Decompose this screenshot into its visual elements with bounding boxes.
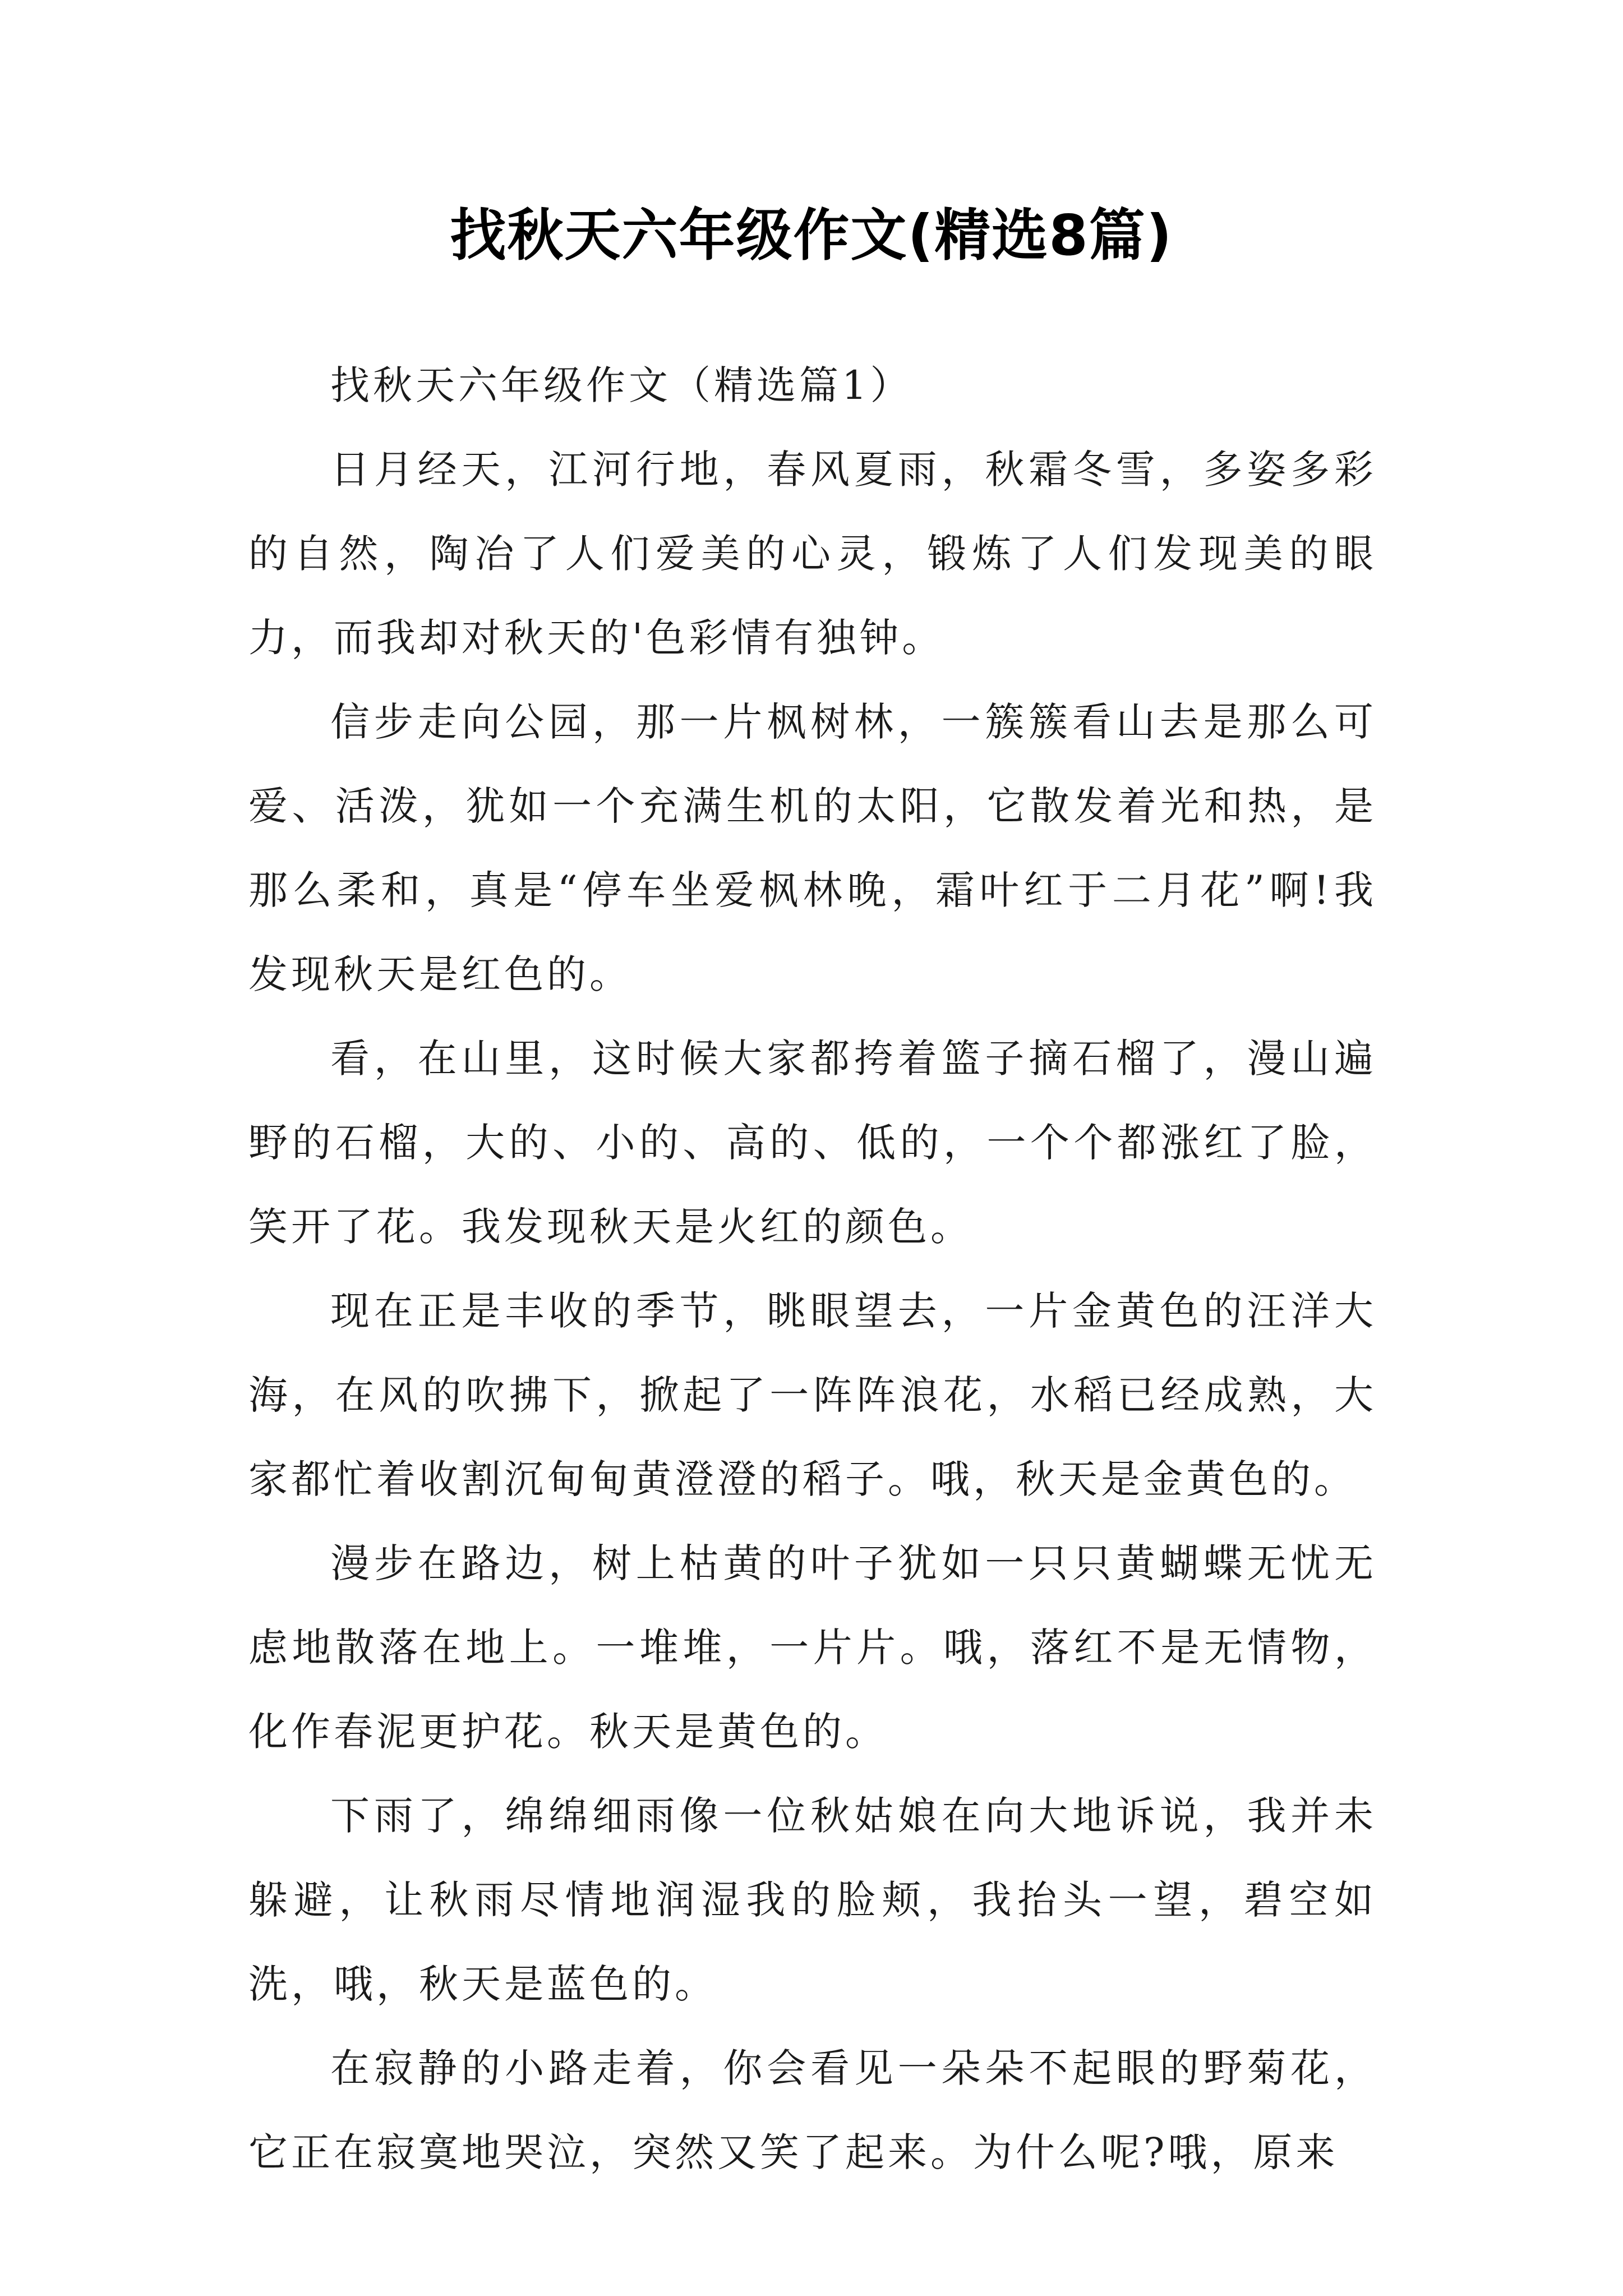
document-title: 找秋天六年级作文(精选8篇) [450,203,1173,268]
paragraph-5: 漫步在路边，树上枯黄的叶子犹如一只只黄蝴蝶无忧无虑地散落在地上。一堆堆，一片片。哦，落红不是无情物，化作春泥更护花。秋天是黄色的。 [248,1540,1377,1755]
section-heading: 找秋天六年级作文（精选篇1） [330,362,913,408]
paragraph-3: 看，在山里，这时候大家都挎着篮子摘石榴了，漫山遍野的石榴，大的、小的、高的、低的，一个个都涨红了脸，笑开了花。我发现秋天是火红的颜色。 [248,1036,1377,1250]
paragraph-4: 现在正是丰收的季节，眺眼望去，一片金黄色的汪洋大海，在风的吹拂下，掀起了一阵阵浪花，水稻已经成熟，大家都忙着收割沉甸甸黄澄澄的稻子。哦，秋天是金黄色的。 [248,1288,1377,1502]
paragraph-7: 在寂静的小路走着，你会看见一朵朵不起眼的野菊花，它正在寂寞地哭泣，突然又笑了起来。为什么呢?哦，原来 [248,2045,1377,2175]
paragraph-1: 日月经天，江河行地，春风夏雨，秋霜冬雪，多姿多彩的自然，陶冶了人们爱美的心灵，锻炼了人们发现美的眼力，而我却对秋天的'色彩情有独钟。 [248,447,1377,661]
paragraph-6: 下雨了，绵绵细雨像一位秋姑娘在向大地诉说，我并未躲避，让秋雨尽情地润湿我的脸颊，我抬头一望，碧空如洗，哦，秋天是蓝色的。 [248,1793,1377,2007]
paragraph-2: 信步走向公园，那一片枫树林，一簇簇看山去是那么可爱、活泼，犹如一个充满生机的太阳，它散发着光和热，是那么柔和，真是“停车坐爱枫林晚，霜叶红于二月花”啊!我发现秋天是红色的。 [248,699,1377,997]
document-body [248,343,1377,2194]
